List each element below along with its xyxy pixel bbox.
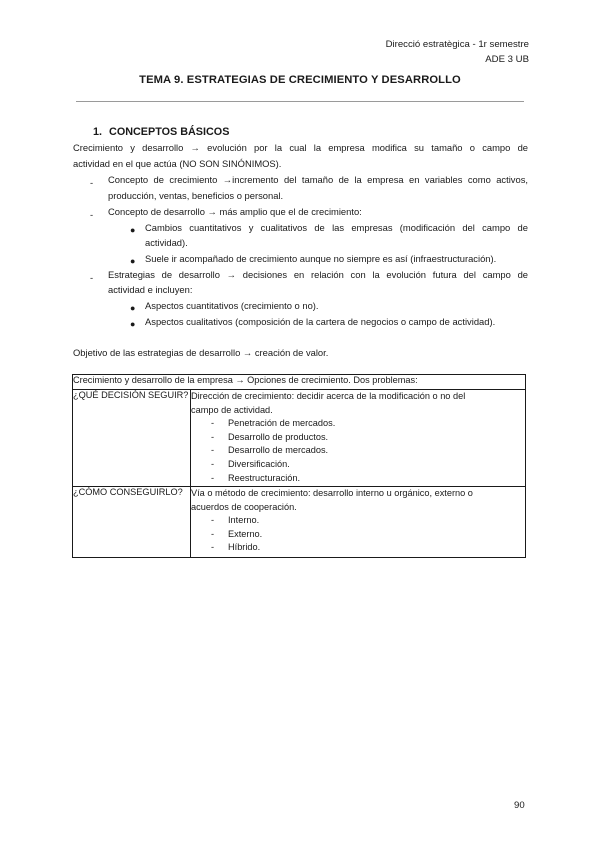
row-desc-line: campo de actividad.: [191, 404, 273, 415]
table-header-row: [73, 375, 526, 390]
desarrollo-sub2: Suele ir acompañado de crecimiento aunque no siempre es así (infraestructuración).: [145, 253, 497, 264]
list-item: [191, 472, 525, 486]
growth-options-table: [72, 374, 526, 558]
list-item: [191, 417, 525, 431]
option-label: Desarrollo de mercados.: [228, 445, 329, 456]
estrategias-line-2: actividad e incluyen:: [108, 284, 193, 295]
dash-bullet: -: [90, 177, 94, 188]
row-label-que: ¿QUÉ DECISIÓN SEGUIR?: [73, 390, 191, 487]
page-number: 90: [514, 800, 525, 811]
row-desc-line: Dirección de crecimiento: decidir acerca de la modificación o no del: [191, 391, 466, 401]
title-divider: [76, 101, 524, 102]
intro-line-1: Crecimiento y desarrollo → evolución por la cual la empresa modifica su tamaño o campo de: [73, 142, 528, 153]
estrategias-sub1: Aspectos cuantitativos (crecimiento o no).: [145, 300, 319, 311]
row-content-que: [191, 390, 526, 487]
table-row: [73, 487, 526, 558]
dash-bullet: -: [90, 209, 94, 220]
estrategias-sub2: Aspectos cualitativos (composición de la cartera de negocios o campo de actividad).: [145, 316, 496, 327]
dash-bullet: -: [211, 515, 215, 526]
dash-bullet: -: [211, 528, 215, 539]
option-label: Interno.: [228, 515, 260, 526]
option-label: Híbrido.: [228, 542, 261, 553]
header-course: Direcció estratègica - 1r semestre: [385, 39, 529, 50]
desarrollo-sub1-line-1: Cambios cuantitativos y cualitativos de las empresas (modificación del campo de: [145, 222, 528, 233]
table-header-cell: Crecimiento y desarrollo de la empresa → Opciones de crecimiento. Dos problemas:: [73, 375, 526, 390]
option-label: Desarrollo de productos.: [228, 431, 329, 442]
option-label: Reestructuración.: [228, 472, 301, 483]
row-label-como: ¿CÓMO CONSEGUIRLO?: [73, 487, 191, 558]
dash-bullet: -: [211, 418, 215, 429]
list-item: [191, 514, 525, 528]
section-number: 1.: [93, 126, 103, 138]
desarrollo-line-1: Concepto de desarrollo → más amplio que el de crecimiento:: [108, 206, 362, 217]
crecimiento-line-2: producción, ventas, beneficios o personal.: [108, 190, 284, 201]
dash-bullet: -: [211, 472, 215, 483]
option-label: Penetración de mercados.: [228, 418, 336, 429]
dash-bullet: -: [211, 431, 215, 442]
list-item: [191, 528, 525, 542]
row-desc-line: Vía o método de crecimiento: desarrollo interno u orgánico, externo o: [191, 488, 473, 498]
dash-bullet: -: [211, 458, 215, 469]
dot-bullet: ●: [130, 225, 136, 235]
list-item: [191, 458, 525, 472]
objective-line: Objetivo de las estrategias de desarrollo → creación de valor.: [73, 347, 329, 358]
row-content-como: [191, 487, 526, 558]
dot-bullet: ●: [130, 303, 136, 313]
dot-bullet: ●: [130, 256, 136, 266]
estrategias-line-1: Estrategias de desarrollo → decisiones en relación con la evolución futura del campo de: [108, 269, 528, 280]
dash-bullet: -: [90, 272, 94, 283]
page-title: TEMA 9. ESTRATEGIAS DE CRECIMIENTO Y DESARROLLO: [139, 74, 461, 86]
section-heading: [93, 126, 229, 138]
option-label: Diversificación.: [228, 458, 290, 469]
row-desc-line: acuerdos de cooperación.: [191, 501, 297, 512]
dash-bullet: -: [211, 542, 215, 553]
table-row: [73, 390, 526, 487]
intro-line-2: actividad en el que actúa (NO SON SINÓNIMOS).: [73, 158, 282, 169]
list-item: [191, 444, 525, 458]
desarrollo-sub1-line-2: actividad).: [145, 237, 188, 248]
dash-bullet: -: [211, 445, 215, 456]
option-label: Externo.: [228, 528, 263, 539]
section-title: CONCEPTOS BÁSICOS: [109, 126, 230, 138]
header-degree: ADE 3 UB: [485, 54, 529, 65]
list-item: [191, 431, 525, 445]
list-item: [191, 541, 525, 555]
dot-bullet: ●: [130, 319, 136, 329]
crecimiento-line-1: Concepto de crecimiento →incremento del tamaño de la empresa en variables como activos,: [108, 174, 528, 185]
